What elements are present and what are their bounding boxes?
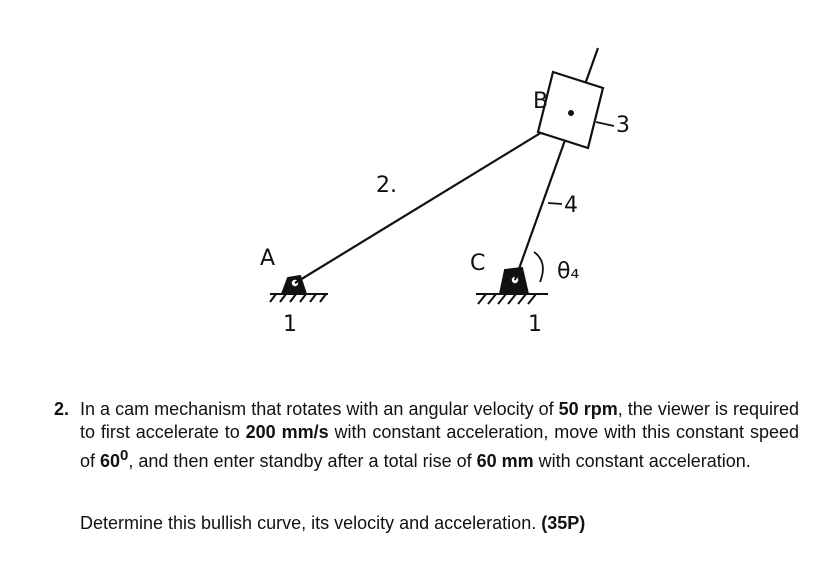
label-a: A xyxy=(260,246,276,271)
problem-text-part: , and then enter standby after a total rise of xyxy=(128,451,477,471)
target-velocity-value: 200 mm/s xyxy=(245,422,329,442)
problem-statement xyxy=(54,398,799,473)
label-link-3: 3 xyxy=(616,113,630,138)
leader-4 xyxy=(548,203,562,204)
pin-b xyxy=(568,110,574,116)
label-ground-1-left: 1 xyxy=(283,312,297,337)
task-statement xyxy=(80,513,585,534)
total-rise-value: 60 mm xyxy=(476,451,534,471)
label-link-4: 4 xyxy=(564,193,578,218)
task-text: Determine this bullish curve, its velocity and acceleration. xyxy=(80,513,542,533)
problem-text-part: with constant acceleration. xyxy=(533,451,751,471)
angle-number: 60 xyxy=(100,451,121,471)
angle-value xyxy=(100,447,129,471)
theta-arc xyxy=(534,252,543,282)
problem-text-part: , the viewer is required to first accelerate to xyxy=(80,399,799,442)
problem-number: 2. xyxy=(54,399,70,419)
problem-text-part: In a cam mechanism that rotates with an angular velocity of xyxy=(80,399,559,419)
label-b: B xyxy=(533,89,549,114)
angle-superscript: 0 xyxy=(120,447,129,464)
leader-3 xyxy=(596,122,614,126)
problem-text xyxy=(80,398,799,473)
link-2 xyxy=(295,115,570,283)
label-c: C xyxy=(470,251,486,276)
angular-velocity-value: 50 rpm xyxy=(558,399,618,419)
problem-text-part: with constant acceleration, move with this constant speed of xyxy=(80,422,799,471)
label-ground-1-right: 1 xyxy=(528,312,542,337)
ground-support-c xyxy=(476,268,548,304)
points-value: (35P) xyxy=(541,513,586,533)
label-link-2: 2. xyxy=(376,173,397,198)
label-theta-4: θ₄ xyxy=(557,259,580,284)
